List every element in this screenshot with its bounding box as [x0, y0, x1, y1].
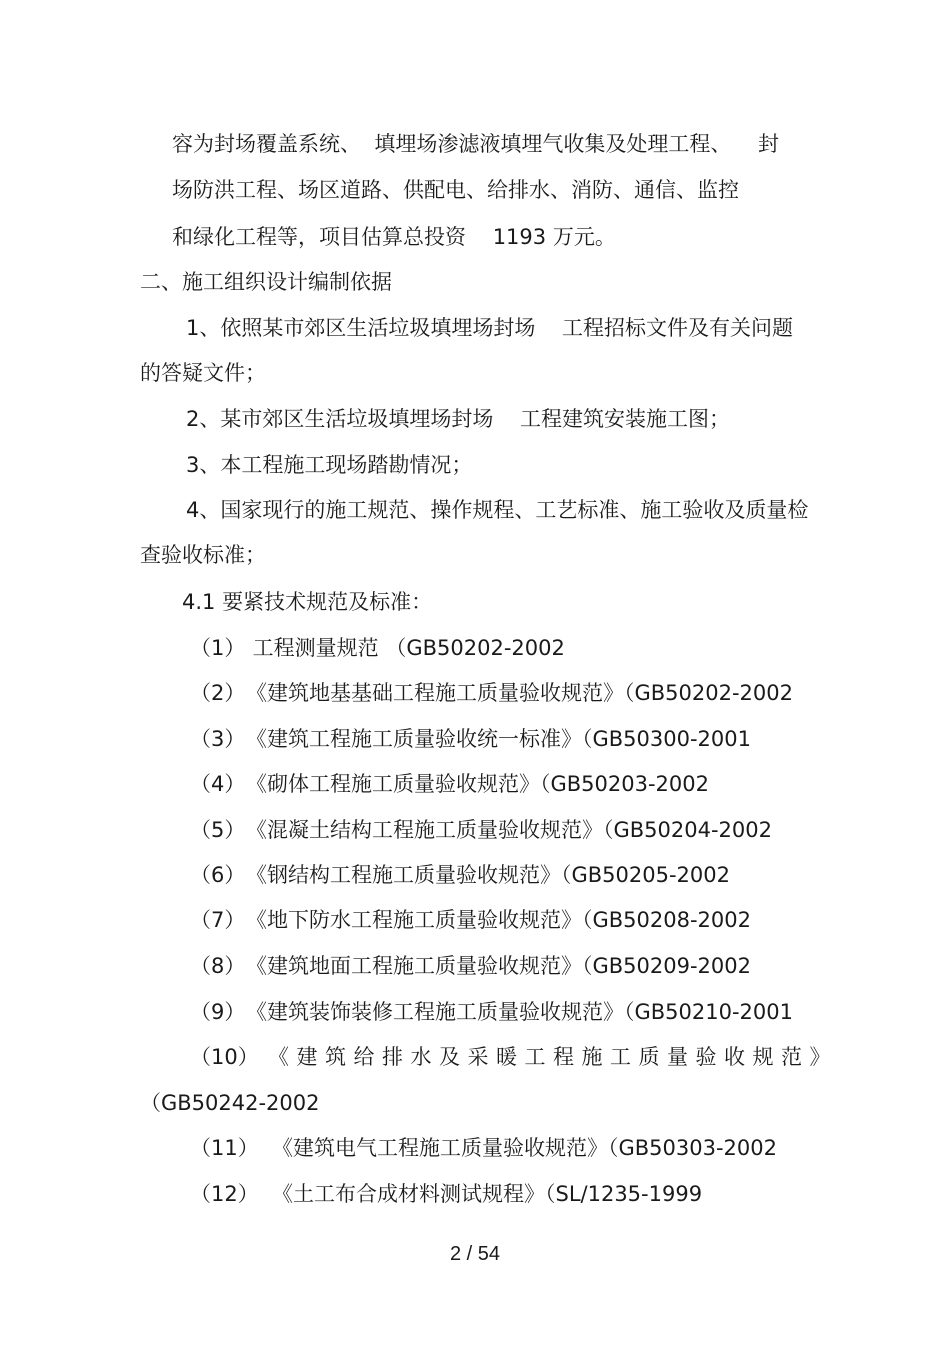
standard-number: （7）	[190, 908, 246, 932]
basis-item-4: 4、国家现行的施工规范、操作规程、工艺标准、施工验收及质量检	[186, 498, 809, 522]
standard-title: 《土工布合成材料测试规程》（SL/1235-1999	[272, 1182, 703, 1206]
standard-title: 《建筑装饰装修工程施工质量验收规范》（GB50210-2001	[246, 1000, 794, 1024]
standard-title: 《建筑地面工程施工质量验收规范》（GB50209-2002	[246, 954, 752, 978]
standard-title: 《砌体工程施工质量验收规范》（GB50203-2002	[246, 772, 710, 796]
standard-number: （12）	[190, 1182, 259, 1206]
standard-number: （3）	[190, 727, 246, 751]
standard-title-continuation: （GB50242-2002	[140, 1091, 320, 1115]
standard-title: 《地下防水工程施工质量验收规范》（GB50208-2002	[246, 908, 752, 932]
standard-number: （1）	[190, 636, 246, 660]
basis-item-3: 3、本工程施工现场踏勘情况；	[186, 453, 473, 477]
standard-number: （5）	[190, 818, 246, 842]
standard-title: 《建筑给排水及采暖工程施工质量验收规范》	[268, 1045, 838, 1069]
standard-number: （11）	[190, 1136, 259, 1160]
standard-title: 工程测量规范 （GB50202-2002	[246, 636, 565, 660]
standard-number: （9）	[190, 1000, 246, 1024]
basis-item-1: 1、依照某市郊区生活垃圾填埋场封场 工程招标文件及有关问题	[186, 316, 794, 340]
section-heading: 二、施工组织设计编制依据	[140, 270, 392, 294]
basis-item-4-continuation: 查验收标准；	[140, 543, 266, 567]
page-number: 2 / 54	[449, 1243, 501, 1265]
standard-title: 《建筑地基基础工程施工质量验收规范》（GB50202-2002	[246, 681, 794, 705]
standard-number: （10）	[190, 1045, 259, 1069]
intro-line-3: 和绿化工程等，项目估算总投资 1193 万元。	[172, 225, 616, 249]
standard-title: 《混凝土结构工程施工质量验收规范》（GB50204-2002	[246, 818, 773, 842]
standard-title: 《建筑工程施工质量验收统一标准》（GB50300-2001	[246, 727, 752, 751]
intro-line-2: 场防洪工程、场区道路、供配电、给排水、消防、通信、监控	[172, 178, 739, 202]
standard-number: （2）	[190, 681, 246, 705]
subsection-heading: 4.1 要紧技术规范及标准：	[182, 590, 433, 614]
standard-title: 《建筑电气工程施工质量验收规范》（GB50303-2002	[272, 1136, 778, 1160]
basis-item-1-continuation: 的答疑文件；	[140, 361, 266, 385]
standard-number: （6）	[190, 863, 246, 887]
basis-item-2: 2、某市郊区生活垃圾填埋场封场 工程建筑安装施工图；	[186, 407, 731, 431]
standard-number: （8）	[190, 954, 246, 978]
standard-title: 《钢结构工程施工质量验收规范》（GB50205-2002	[246, 863, 731, 887]
standard-number: （4）	[190, 772, 246, 796]
intro-line-1: 容为封场覆盖系统、 填埋场渗滤液填埋气收集及处理工程、 封	[172, 132, 780, 156]
